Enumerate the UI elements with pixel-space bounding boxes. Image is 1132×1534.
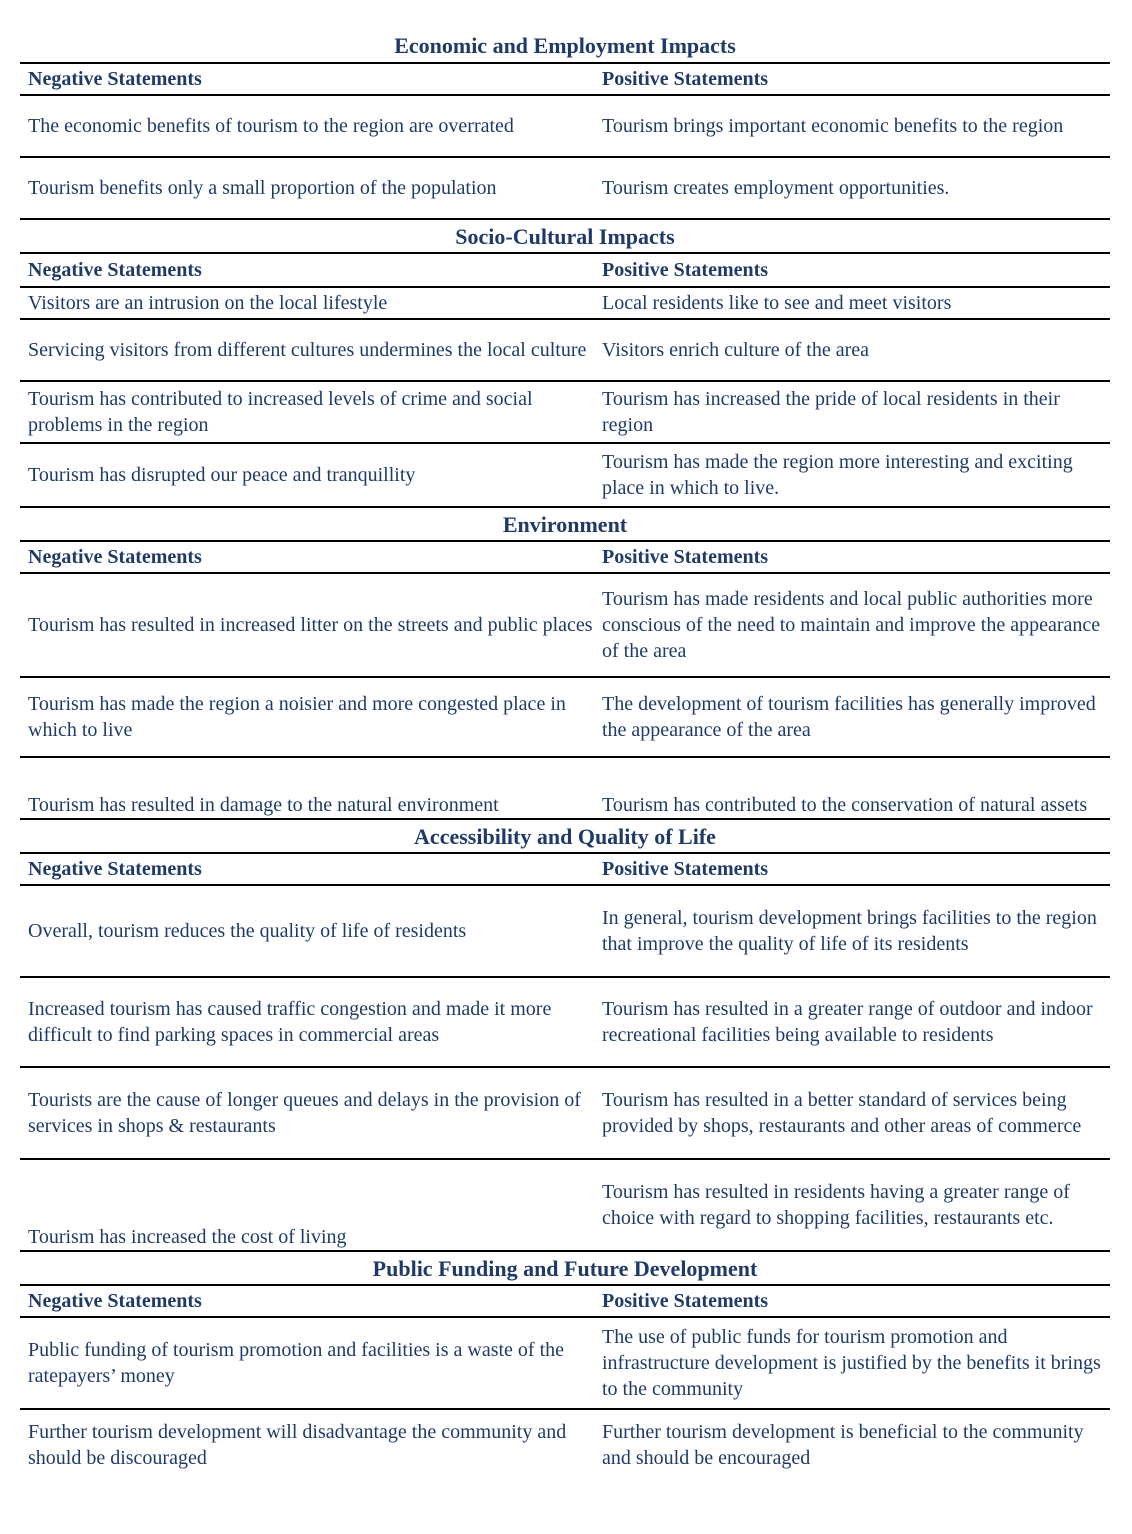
header-row	[20, 254, 1110, 288]
positive-statement: In general, tourism development brings facilities to the region that improve the quality of life of its residents	[602, 907, 1097, 955]
section-public-funding	[20, 1252, 1110, 1474]
negative-statement: Tourism has increased the cost of living	[28, 1226, 347, 1248]
section-socio-cultural	[20, 220, 1110, 508]
table-row	[20, 1410, 1110, 1474]
positive-statement: Local residents like to see and meet visitors	[602, 292, 952, 314]
positive-statement: Tourism has resulted in residents having a greater range of choice with regard to shopping facilities, restaurants etc.	[602, 1181, 1070, 1229]
positive-statement: Visitors enrich culture of the area	[602, 339, 870, 361]
header-row	[20, 64, 1110, 96]
positive-statement: Tourism has increased the pride of local residents in their region	[602, 388, 1060, 436]
negative-statement: Tourism has contributed to increased levels of crime and social problems in the region	[28, 388, 533, 436]
positive-statement: The use of public funds for tourism promotion and infrastructure development is justified by the benefits it brings to the community	[602, 1326, 1101, 1400]
negative-statement: Tourism has made the region a noisier and more congested place in which to live	[28, 693, 566, 741]
table-row	[20, 444, 1110, 508]
section-title: Accessibility and Quality of Life	[20, 820, 1110, 854]
negative-statement: Increased tourism has caused traffic congestion and made it more difficult to find parking spaces in commercial areas	[28, 998, 552, 1046]
negative-statement: Servicing visitors from different cultures undermines the local culture	[28, 339, 587, 361]
positive-statement: Tourism has resulted in a better standard of services being provided by shops, restaurants and other areas of commerce	[602, 1089, 1082, 1137]
table-row	[20, 678, 1110, 758]
positive-statement: The development of tourism facilities has generally improved the appearance of the area	[602, 693, 1096, 741]
table-row	[20, 320, 1110, 382]
negative-header: Negative Statements	[28, 546, 202, 568]
negative-statement: Tourists are the cause of longer queues and delays in the provision of services in shops & restaurants	[28, 1089, 581, 1137]
table-row	[20, 978, 1110, 1068]
section-environment	[20, 508, 1110, 820]
positive-statement: Tourism has made residents and local public authorities more conscious of the need to maintain and improve the appearance of the area	[602, 588, 1101, 662]
negative-statement: The economic benefits of tourism to the region are overrated	[28, 115, 514, 137]
section-title: Public Funding and Future Development	[20, 1252, 1110, 1286]
positive-statement: Tourism has made the region more interesting and exciting place in which to live.	[602, 451, 1073, 499]
negative-header: Negative Statements	[28, 1290, 202, 1312]
negative-statement: Tourism has disrupted our peace and tranquillity	[28, 464, 416, 486]
table-row	[20, 1160, 1110, 1252]
header-row	[20, 854, 1110, 886]
negative-statement: Further tourism development will disadvantage the community and should be discouraged	[28, 1421, 567, 1469]
positive-header: Positive Statements	[602, 1290, 769, 1312]
positive-header: Positive Statements	[602, 858, 769, 880]
header-row	[20, 542, 1110, 574]
table-row	[20, 382, 1110, 444]
statements-document	[20, 28, 1110, 1474]
negative-header: Negative Statements	[28, 259, 202, 281]
table-row	[20, 288, 1110, 320]
section-title: Economic and Employment Impacts	[20, 28, 1110, 64]
table-row	[20, 1068, 1110, 1160]
negative-header: Negative Statements	[28, 858, 202, 880]
table-row	[20, 886, 1110, 978]
positive-statement: Tourism brings important economic benefits to the region	[602, 115, 1064, 137]
negative-header: Negative Statements	[28, 68, 202, 90]
table-row	[20, 1318, 1110, 1410]
negative-statement: Tourism has resulted in increased litter on the streets and public places	[28, 614, 593, 636]
table-row	[20, 758, 1110, 820]
positive-header: Positive Statements	[602, 546, 769, 568]
section-title: Environment	[20, 508, 1110, 542]
positive-statement: Further tourism development is beneficial to the community and should be encouraged	[602, 1421, 1084, 1469]
table-row	[20, 96, 1110, 158]
section-economic	[20, 28, 1110, 220]
negative-statement: Tourism benefits only a small proportion of the population	[28, 177, 497, 199]
negative-statement: Overall, tourism reduces the quality of life of residents	[28, 920, 467, 942]
section-title: Socio-Cultural Impacts	[20, 220, 1110, 254]
positive-header: Positive Statements	[602, 68, 769, 90]
positive-statement: Tourism creates employment opportunities.	[602, 177, 950, 199]
negative-statement: Public funding of tourism promotion and facilities is a waste of the ratepayers’ money	[28, 1339, 565, 1387]
table-row	[20, 574, 1110, 678]
positive-statement: Tourism has resulted in a greater range of outdoor and indoor recreational facilities being available to residents	[602, 998, 1093, 1046]
table-row	[20, 158, 1110, 220]
negative-statement: Visitors are an intrusion on the local lifestyle	[28, 292, 388, 314]
section-accessibility	[20, 820, 1110, 1252]
header-row	[20, 1286, 1110, 1318]
positive-header: Positive Statements	[602, 259, 769, 281]
negative-statement: Tourism has resulted in damage to the natural environment	[28, 794, 499, 816]
positive-statement: Tourism has contributed to the conservation of natural assets	[602, 794, 1088, 816]
